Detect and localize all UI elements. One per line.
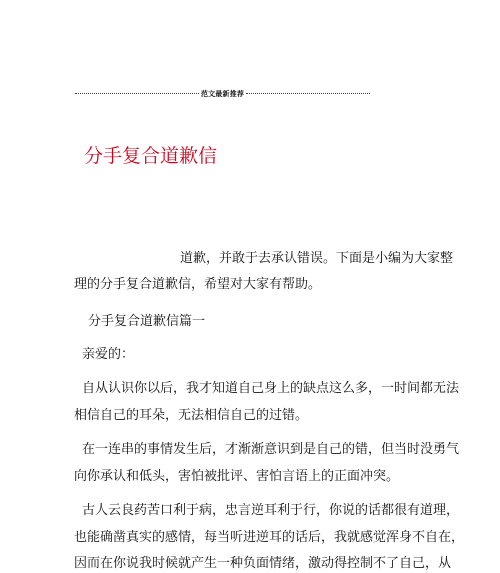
paragraph-1-line-2: 相信自己的耳朵，无法相信自己的过错。 — [74, 408, 309, 423]
paragraph-3-line-1: 古人云良药苦口利于病，忠言逆耳利于行，你说的话都很有道理， — [82, 503, 460, 518]
header-label: 范文最新推荐 — [200, 88, 245, 98]
intro-line-2: 理的分手复合道歉信，希望对大家有帮助。 — [74, 277, 322, 292]
paragraph-3-line-2: 也能确凿真实的感情，每当听进逆耳的话后，我就感觉浑身不自在， — [74, 530, 465, 545]
paragraph-3-line-3: 因而在你说我时候就产生一种负面情绪，激动得控制不了自己，从 — [74, 556, 452, 571]
paragraph-2-line-2: 向你承认和低头，害怕被批评、害怕言语上的正面冲突。 — [74, 469, 400, 484]
paragraph-1-line-1: 自从认识你以后，我才知道自己身上的缺点这么多，一时间都无法 — [82, 381, 460, 396]
header-dotted-rule-right — [246, 93, 370, 94]
header-dotted-rule-left — [75, 93, 199, 94]
document-title: 分手复合道歉信 — [84, 145, 218, 167]
document-header — [75, 86, 370, 100]
section-heading: 分手复合道歉信篇一 — [88, 314, 206, 329]
intro-line-1: 道歉，并敢于去承认错误。下面是小编为大家整 — [180, 251, 454, 266]
salutation: 亲爱的： — [82, 347, 135, 362]
paragraph-2-line-1: 在一连串的事情发生后，才渐渐意识到是自己的错，但当时没勇气 — [82, 442, 460, 457]
